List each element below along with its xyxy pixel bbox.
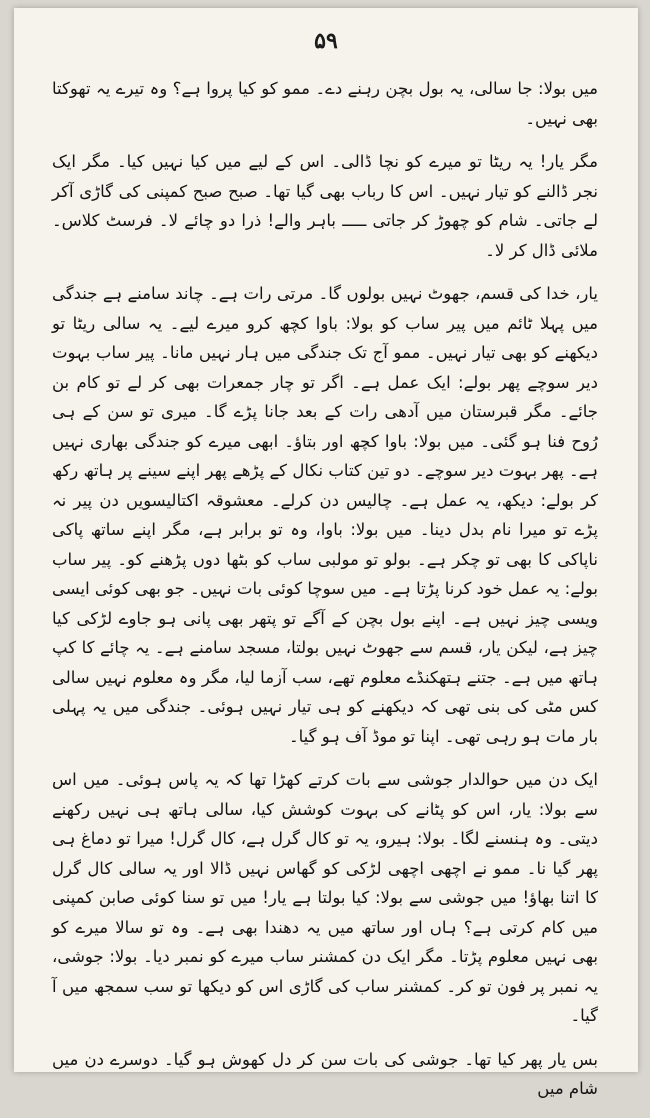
paragraph-1: میں بولا: جا سالی، یہ بول بچن رہنے دے۔ ممو کو کیا پروا ہے؟ وہ تیرے یہ تھوکتا بھی نہیں۔	[52, 79, 598, 128]
paragraph-4: ایک دن میں حوالدار جوشی سے بات کرتے کھڑا تھا کہ یہ پاس ہوئی۔ میں اس سے بولا: یار، اس کو پٹانے کی بہوت کوشش کیا، سالی ہاتھ ہی نہیں رکھنے دیتی۔ وہ ہنسنے لگا۔ بولا: ہیرو، یہ تو کال گرل ہے، کال گرل! میرا تو دماغ ہی پھر گیا نا۔ ممو نے اچھی اچھی لڑکی کو گھاس نہیں ڈالا اور یہ سالی کال گرل کا اتنا بھاؤ! میں جوشی سے بولا: کیا بولتا ہے یار! میں تو سنا کوئی صابن کمپنی میں کام کرتی ہے؟ ہاں اور ساتھ میں یہ دھندا بھی ہے۔ وہ تو سالا میرے کو بھی نہیں معلوم پڑتا۔ مگر ایک دن کمشنر ساب میرے کو نمبر دیا۔ بولا: جوشی، یہ نمبر پر فون تو کر۔ کمشنر ساب کی گاڑی اس کو دیکھا تو سب سمجھ میں آ گیا۔	[52, 770, 598, 1025]
page-number: ۵۹	[314, 28, 338, 54]
paragraph-3: یار، خدا کی قسم، جھوٹ نہیں بولوں گا۔ مرتی رات ہے۔ چاند سامنے ہے جندگی میں پہلا ٹائم میں پیر ساب کو بولا: باوا کچھ کرو میرے لیے۔ یہ سالی ریٹا تو دیکھنے کو بھی تیار نہیں۔ ممو آج تک جندگی میں ہار نہیں مانا۔ پیر ساب بہوت دیر سوچے پھر بولے: ایک عمل ہے۔ اگر تو چار جمعرات بھی کر لے تو کام بن جائے۔ مگر قبرستان میں آدھی رات کے بعد جانا پڑے گا۔ میری تو سن کے ہی رُوح فنا ہو گئی۔ میں بولا: باوا کچھ اور بتاؤ۔ ابھی میرے کو جندگی بھاری نہیں ہے۔ پھر بہوت دیر سوچے۔ دو تین کتاب نکال کے پڑھے پھر اپنے سینے پر ہاتھ رکھ کر بولے: دیکھ، یہ عمل ہے۔ چالیس دن کرلے۔ معشوقہ اکتالیسویں دن پیر نہ پڑے تو میرا نام بدل دینا۔ میں بولا: باوا، وہ تو برابر ہے، مگر اپنے ساتھ پاکی ناپاکی کا بھی تو چکر ہے۔ بولو تو مولبی ساب کو بٹھا دوں پڑھنے کو۔ پیر ساب بولے: یہ عمل خود کرنا پڑتا ہے۔ میں سوچا کوئی بات نہیں۔ جو بھی کوئی ایسی ویسی چیز نہیں ہے۔ اپنے بول بچن کے آگے تو پتھر بھی پانی ہو جاوے لڑکی کیا چیز ہے، لیکن یار، قسم سے جھوٹ نہیں بولتا، مسجد سامنے ہے۔ یہ چائے کا کپ ہاتھ میں ہے۔ جتنے ہتھکنڈے معلوم تھے، سب آزما لیا، مگر وہ معلوم نہیں سالی کس مٹی کی بنی تھی کہ دیکھنے کو ہی تیار نہیں ہوئی۔ جندگی میں یہ پہلی بار مات ہو رہی تھی۔ اپنا تو موڈ آف ہو گیا۔	[52, 284, 598, 746]
paragraph-5: بس یار پھر کیا تھا۔ جوشی کی بات سن کر دل کھوش ہو گیا۔ دوسرے دن میں شام میں	[52, 1049, 598, 1098]
paragraph-2: مگر یار! یہ ریٹا تو میرے کو نچا ڈالی۔ اس کے لیے میں کیا نہیں کیا۔ مگر ایک نجر ڈالنے کو تیار نہیں۔ اس کا رباب بھی گیا تھا۔ صبح صبح کمپنی کی گاڑی آکر لے جاتی۔ شام کو چھوڑ کر جاتی ـــــ باہر والے! ذرا دو چائے لا۔ فرسٹ کلاس۔ ملائی ڈال کر لا۔	[52, 152, 598, 260]
book-page	[14, 8, 638, 1098]
page-body	[52, 74, 598, 1118]
